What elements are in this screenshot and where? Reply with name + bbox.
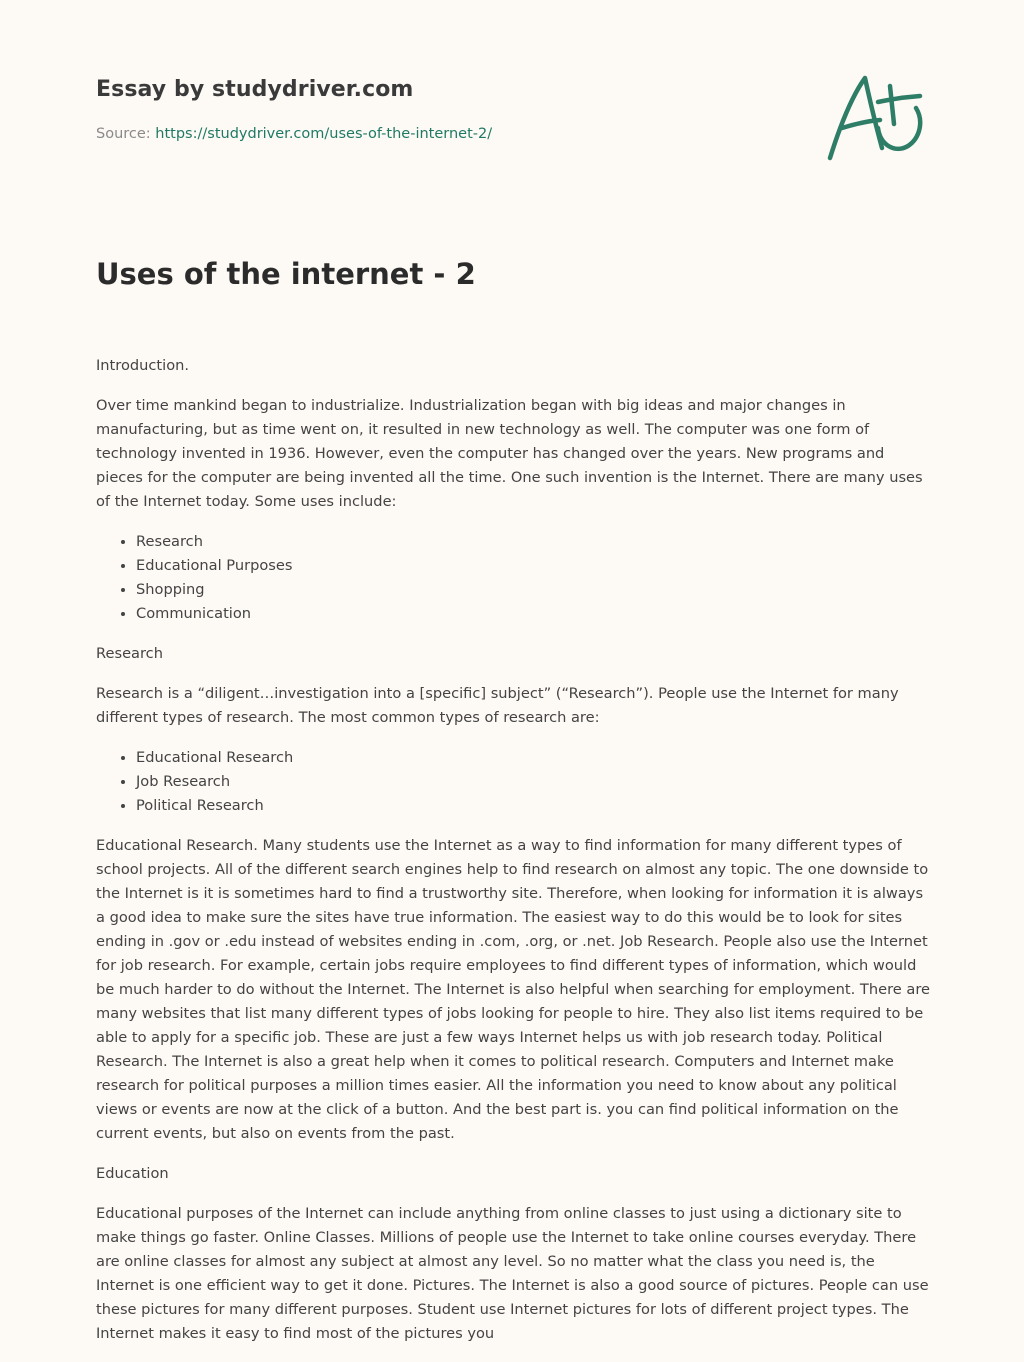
list-item: • Research [136, 530, 932, 554]
list-item: • Shopping [136, 578, 932, 602]
research-detail-paragraph: Educational Research. Many students use the Internet as a way to find information for many different types of school projects. All of the different search engines help to find research on almost any topic. The one downside to the Internet is it is sometimes hard to find a trustworthy site. Therefore, when looking for information it is always a good idea to make sure the sites have true information. The easiest way to do this would be to look for sites ending in .gov or .edu instead of websites ending in .com, .org, or .net. Job Research. People also use the Internet for job research. For example, certain jobs require employees to find different types of information, which would be much harder to do without the Internet. The Internet is also helpful when searching for employment. There are many websites that list many different types of jobs looking for people to hire. They also list items required to be able to apply for a specific job. These are just a few ways Internet helps us with job research today. Political Research. The Internet is also a great help when it comes to political research. Computers and Internet make research for political purposes a million times easier. All the information you need to know about any political views or events are now at the click of a button. And the best part is. you can find political information on the current events, but also on events from the past. [96, 837, 930, 1142]
research-heading: Research [96, 645, 163, 662]
education-heading: Education [96, 1165, 169, 1182]
list-item: • Political Research [136, 794, 932, 818]
education-paragraph: Educational purposes of the Internet can include anything from online classes to just using a dictionary site to make things go faster. Online Classes. Millions of people use the Internet to take online courses everyday. There are online classes for almost any subject at almost any level. So no matter what the class you need is, the Internet is one efficient way to get it done. Pictures. The Internet is also a good source of pictures. People can use these pictures for many different purposes. Student use Internet pictures for lots of different project types. The Internet makes it easy to find most of the pictures you [96, 1205, 929, 1342]
list-item: • Educational Purposes [136, 554, 932, 578]
essay-body [96, 354, 932, 1362]
a-plus-logo-icon [820, 66, 930, 166]
uses-list [96, 530, 932, 626]
document-title: Uses of the internet - 2 [96, 257, 476, 291]
source-line [96, 124, 492, 144]
research-list [96, 746, 932, 818]
intro-heading: Introduction. [96, 357, 190, 374]
research-paragraph: Research is a “diligent…investigation into a [specific] subject” (“Research”). People use the Internet for many different types of research. The most common types of research are: [96, 685, 899, 726]
list-item: • Job Research [136, 770, 932, 794]
source-link[interactable]: https://studydriver.com/uses-of-the-internet-2/ [155, 126, 493, 142]
list-item: • Educational Research [136, 746, 932, 770]
site-title: Essay by studydriver.com [96, 77, 414, 102]
intro-paragraph: Over time mankind began to industrialize. Industrialization began with big ideas and major changes in manufacturing, but as time went on, it resulted in new technology as well. The computer was one form of technology invented in 1936. However, even the computer has changed over the years. New programs and pieces for the computer are being invented all the time. One such invention is the Internet. There are many uses of the Internet today. Some uses include: [96, 397, 923, 510]
list-item: • Communication [136, 602, 932, 626]
source-label: Source: [96, 126, 151, 142]
